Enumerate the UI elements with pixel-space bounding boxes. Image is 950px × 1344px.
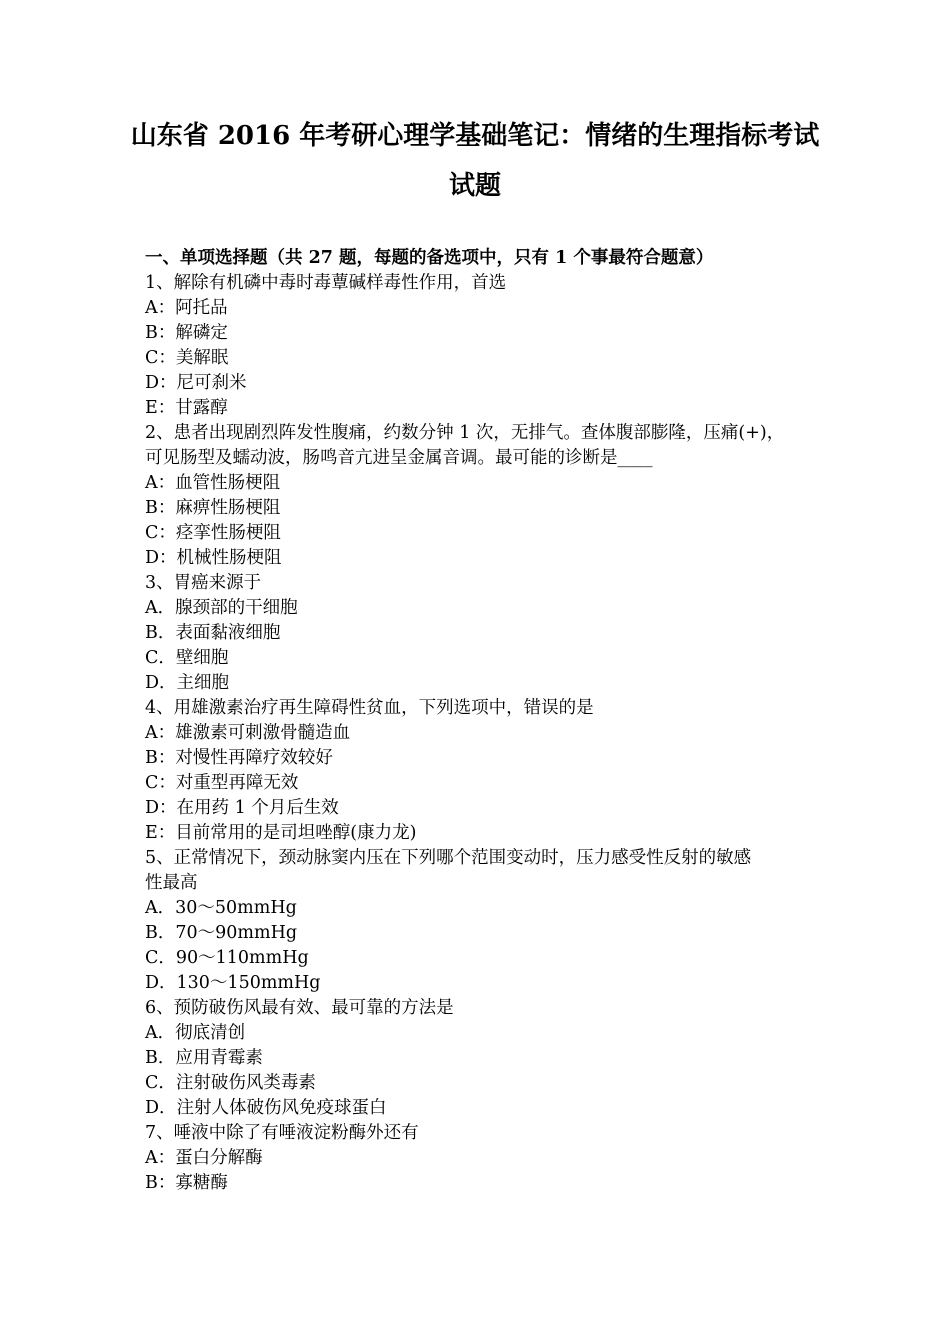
section-heading: 一、单项选择题（共 27 题，每题的备选项中，只有 1 个事最符合题意）: [145, 248, 714, 268]
answer-option: A：血管性肠梗阻: [145, 473, 281, 493]
question-stem: 1、解除有机磷中毒时毒蕈碱样毒性作用，首选: [145, 273, 507, 293]
document-title-line-2: 试题: [448, 171, 501, 201]
question-stem: 4、用雄激素治疗再生障碍性贫血，下列选项中，错误的是: [145, 698, 594, 718]
answer-option: A．彻底清创: [145, 1023, 246, 1043]
answer-option: C．90～110mmHg: [145, 948, 309, 968]
answer-option: E：目前常用的是司坦唑醇(康力龙): [145, 823, 417, 843]
question-stem: 5、正常情况下，颈动脉窦内压在下列哪个范围变动时，压力感受性反射的敏感: [145, 848, 752, 868]
answer-option: C：美解眠: [145, 348, 229, 368]
question-6: [145, 996, 815, 1121]
answer-option: B：对慢性再障疗效较好: [145, 748, 333, 768]
answer-option: B：麻痹性肠梗阻: [145, 498, 281, 518]
answer-option: B：寡糖酶: [145, 1173, 228, 1193]
question-stem: 2、患者出现剧烈阵发性腹痛，约数分钟 1 次，无排气。查体腹部膨隆，压痛(+)，: [145, 423, 785, 443]
answer-option: C．注射破伤风类毒素: [145, 1073, 316, 1093]
question-stem: 6、预防破伤风最有效、最可靠的方法是: [145, 998, 454, 1018]
question-7: [145, 1121, 815, 1196]
question-2: [145, 421, 815, 571]
question-3: [145, 571, 815, 696]
answer-option: D：机械性肠梗阻: [145, 548, 282, 568]
answer-option: D：在用药 1 个月后生效: [145, 798, 339, 818]
answer-option: A：雄激素可刺激骨髓造血: [145, 723, 351, 743]
answer-option: A：阿托品: [145, 298, 228, 318]
question-1: [145, 271, 815, 421]
answer-option: D．注射人体破伤风免疫球蛋白: [145, 1098, 387, 1118]
answer-option: D：尼可刹米: [145, 373, 247, 393]
answer-option: B．表面黏液细胞: [145, 623, 281, 643]
question-5: [145, 846, 815, 996]
answer-option: B：解磷定: [145, 323, 228, 343]
answer-option: E：甘露醇: [145, 398, 228, 418]
answer-option: D．130～150mmHg: [145, 973, 321, 993]
answer-option: A：蛋白分解酶: [145, 1148, 263, 1168]
answer-option: B．70～90mmHg: [145, 923, 298, 943]
answer-option: A．腺颈部的干细胞: [145, 598, 298, 618]
answer-option: D．主细胞: [145, 673, 230, 693]
question-stem: 7、唾液中除了有唾液淀粉酶外还有: [145, 1123, 419, 1143]
answer-option: A．30～50mmHg: [145, 898, 297, 918]
answer-option: B．应用青霉素: [145, 1048, 263, 1068]
question-stem-continued: 可见肠型及蠕动波，肠鸣音亢进呈金属音调。最可能的诊断是____: [145, 448, 653, 468]
answer-option: C：痉挛性肠梗阻: [145, 523, 281, 543]
answer-option: C：对重型再障无效: [145, 773, 299, 793]
question-stem-continued: 性最高: [145, 873, 198, 893]
document-title-line-1: 山东省 2016 年考研心理学基础笔记：情绪的生理指标考试: [130, 121, 820, 151]
document-body: [145, 246, 815, 1196]
question-stem: 3、胃癌来源于: [145, 573, 262, 593]
answer-option: C．壁细胞: [145, 648, 229, 668]
question-4: [145, 696, 815, 846]
